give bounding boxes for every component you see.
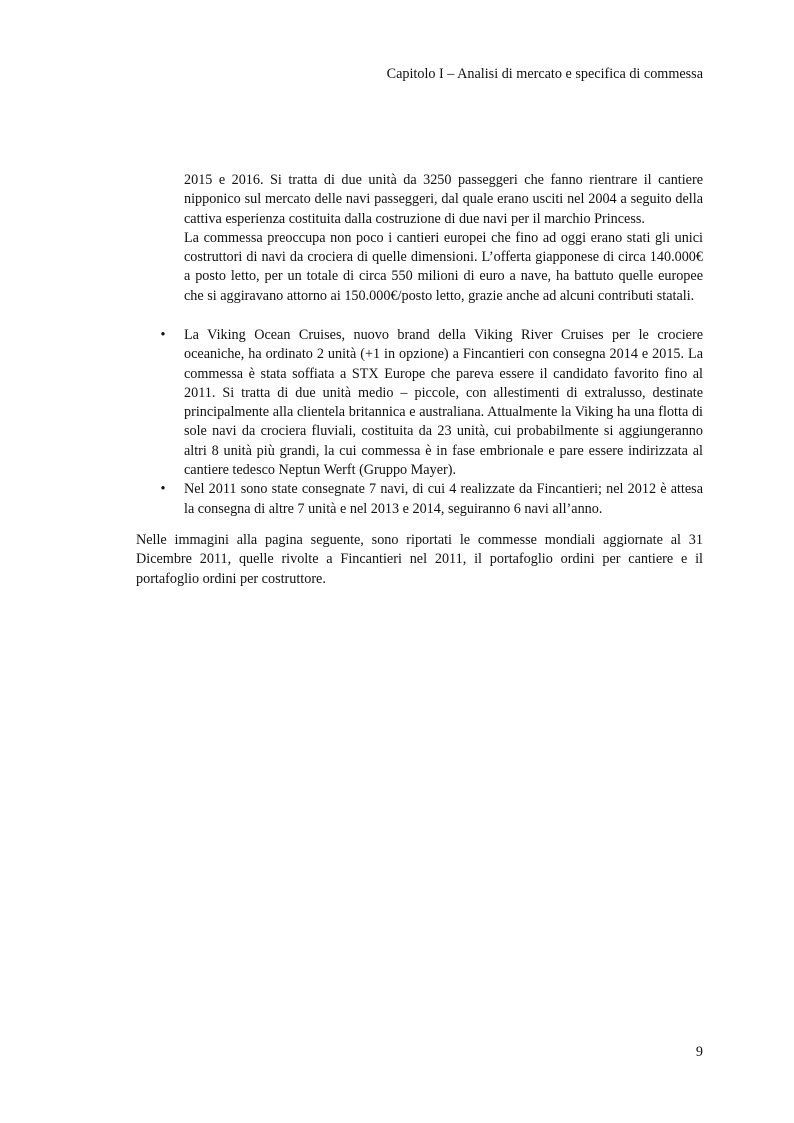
bullet-item: [136, 480, 703, 519]
continued-bullet-text: [184, 171, 703, 306]
running-header: Capitolo I – Analisi di mercato e specifica di commessa: [386, 66, 703, 82]
closing-paragraph: Nelle immagini alla pagina seguente, sono riportati le commesse mondiali aggiornate al 31 Dicembre 2011, quelle rivolte a Fincantieri nel 2011, il portafoglio ordini per cantiere e il portafoglio ordini per costruttore.: [136, 532, 703, 587]
continued-paragraph: La commessa preoccupa non poco i cantieri europei che fino ad oggi erano stati gli unici costruttori di navi da crociera di quelle dimensioni. L’offerta giapponese di circa 140.000€ a posto letto, per un totale di circa 550 milioni di euro a nave, ha battuto quelle europee che si aggiravano attorno ai 150.000€/posto letto, grazie anche ad alcuni contributi statali.: [184, 229, 703, 304]
bullet-item: [136, 326, 703, 480]
bullet-text: Nel 2011 sono state consegnate 7 navi, di cui 4 realizzate da Fincantieri; nel 2012 è attesa la consegna di altre 7 unità e nel 2013 e 2014, seguiranno 6 navi all’anno.: [184, 481, 703, 517]
bullet-marker: •: [160, 327, 166, 343]
bullet-list: [136, 326, 703, 519]
continued-paragraph: 2015 e 2016. Si tratta di due unità da 3250 passeggeri che fanno rientrare il cantiere nipponico sul mercato delle navi passeggeri, dal quale erano usciti nel 2004 a seguito della cattiva esperienza costituita dalla costruzione di due navi per il marchio Princess.: [184, 172, 703, 227]
page-number: 9: [695, 1044, 703, 1060]
bullet-text: La Viking Ocean Cruises, nuovo brand della Viking River Cruises per le crociere oceaniche, ha ordinato 2 unità (+1 in opzione) a Fincantieri con consegna 2014 e 2015. La commessa è stata soffiata a STX Europe che pareva essere il candidato favorito fino al 2011. Si tratta di due unità medio – piccole, con allestimenti di extralusso, destinate principalmente alla clientela britannica e australiana. Attualmente la Viking ha una flotta di sole navi da crociera fluviali, costituita da 23 unità, cui probabilmente si aggiungeranno altri 8 unità più grandi, la cui commessa è in fase embrionale e pare essere indirizzata al cantiere tedesco Neptun Werft (Gruppo Mayer).: [184, 327, 703, 479]
bullet-marker: •: [160, 481, 166, 498]
